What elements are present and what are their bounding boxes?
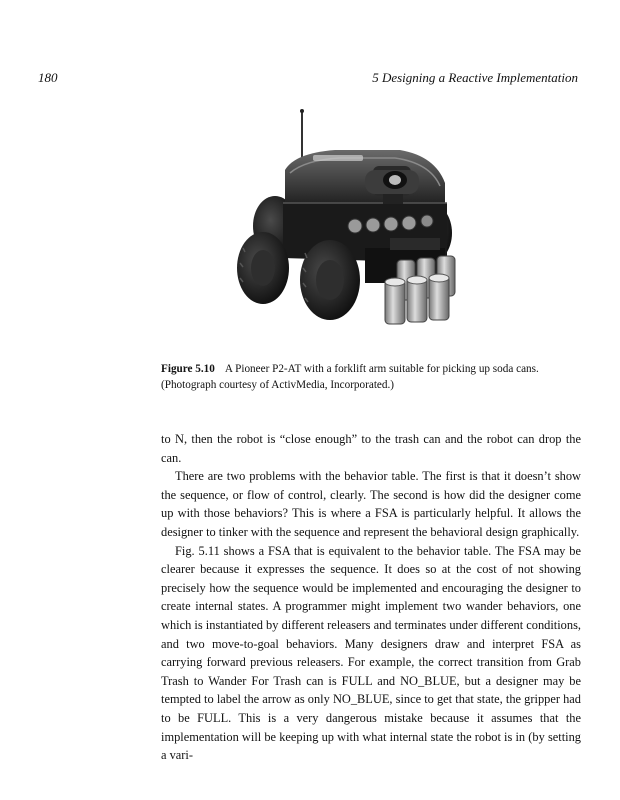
- figure-label: Figure 5.10: [161, 363, 215, 375]
- figure-caption-text: A Pioneer P2-AT with a forklift arm suitable for picking up soda cans. (Photograph courtesy of ActivMedia, Incorporated.): [161, 363, 539, 391]
- paragraph: Fig. 5.11 shows a FSA that is equivalent to the behavior table. The FSA may be clearer because it expresses the sequence. It does so at the cost of not showing precisely how the sequence would be implemented and encouraging the designer to create internal states. A programmer might implement two wander behaviors, one which is instantiated by different releasers and terminates under different conditions, and two move-to-goal behaviors. Many designers draw and interpret FSA as carrying forward previous releasers. For example, the correct transition from Grab Trash to Wander For Trash can is FULL and NO_BLUE, but a designer may be tempted to label the arrow as only NO_BLUE, since to get that state, the gripper had to be FULL. This is a very dangerous mistake because it assumes that the implementation will be keeping up with what internal state the robot is in (by setting a vari-: [161, 543, 581, 763]
- robot-illustration: [235, 108, 490, 338]
- paragraph: to N, then the robot is “close enough” to the trash can and the robot can drop the can.: [161, 432, 581, 465]
- running-head: 5 Designing a Reactive Implementation: [372, 70, 578, 85]
- page-number: 180: [38, 70, 58, 85]
- paragraph: There are two problems with the behavior table. The first is that it doesn’t show the sequence, or flow of control, clearly. The second is how did the designer come up with those behaviors? This is where a FSA is particularly helpful. It allows the designer to tinker with the sequence and represent the behavioral design graphically.: [161, 469, 581, 539]
- page-header: [38, 70, 578, 90]
- figure-caption: [161, 361, 581, 393]
- body-text: [161, 430, 581, 765]
- robot-photo: [235, 108, 490, 338]
